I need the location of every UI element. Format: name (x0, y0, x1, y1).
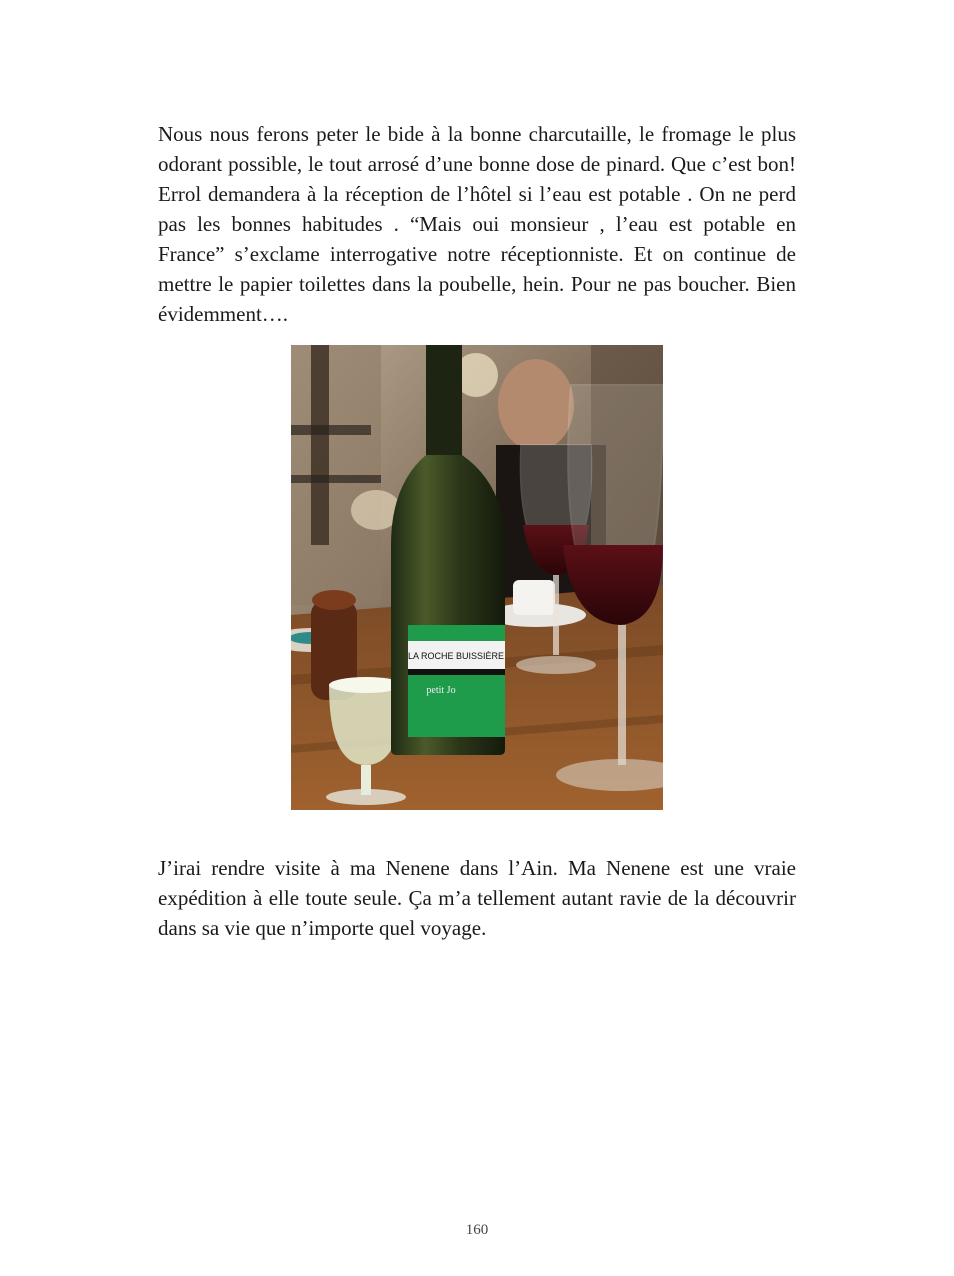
paragraph-1: Nous nous ferons peter le bide à la bonne charcutaille, le fromage le plus odorant possible, le tout arrosé d’une bonne dose de pinard. Que c’est bon! Errol demandera à la réception de l’hôtel si l’eau est potable . On ne perd pas les bonnes habitudes . “Mais oui monsieur , l’eau est potable en France” s’exclame interrogative notre réceptionniste. Et on continue de mettre le papier toilettes dans la poubelle, hein. Pour ne pas boucher. Bien évidemment…. (158, 122, 796, 326)
paragraph-2: J’irai rendre visite à ma Nenene dans l’Ain. Ma Nenene est une vraie expédition à elle toute seule. Ça m’a tellement autant ravie de la découvrir dans sa vie que n’importe quel voyage. (158, 856, 796, 940)
label-wine-name: petit Jo (426, 685, 456, 696)
restaurant-photo (291, 345, 663, 810)
page-number: 160 (465, 1222, 489, 1238)
label-brand-text: LA ROCHE BUISSIÈRE (407, 651, 505, 661)
